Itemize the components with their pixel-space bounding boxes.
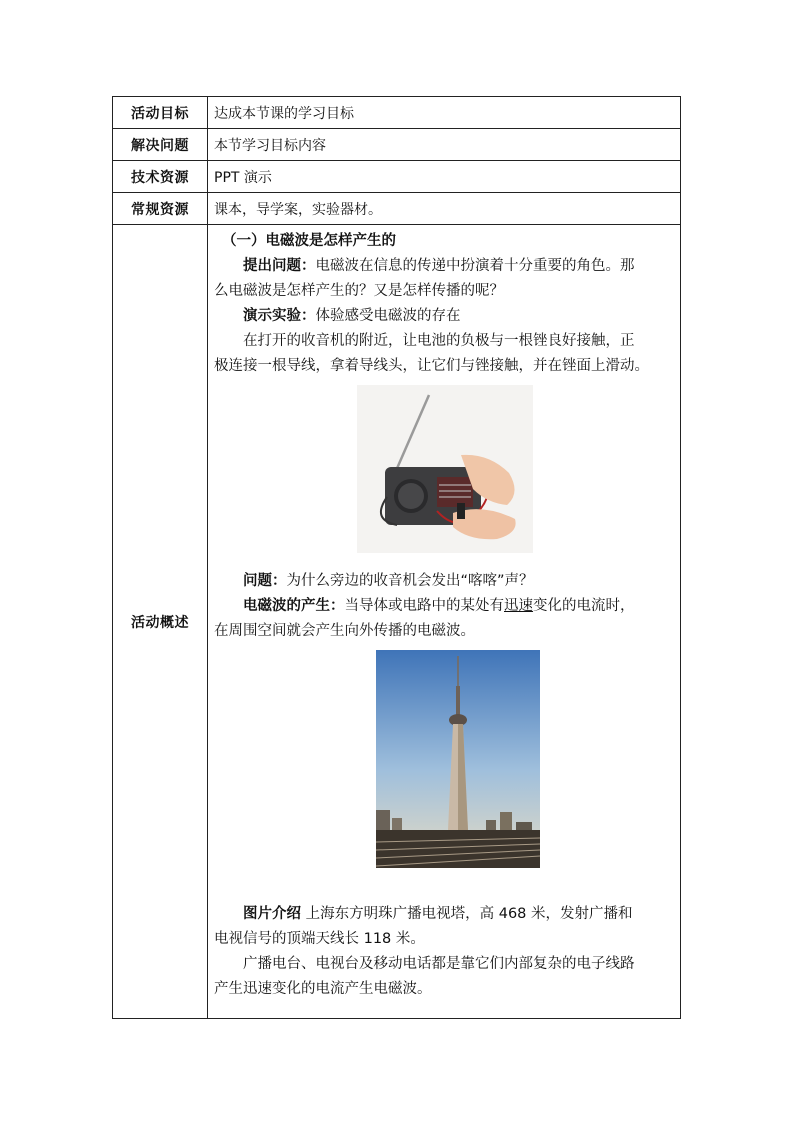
paragraph-conclusion: 广播电台、电视台及移动电话都是靠它们内部复杂的电子线路: [243, 956, 635, 972]
paragraph-experiment-cont: 极连接一根导线，拿着导线头，让它们与锉接触，并在锉面上滑动。: [214, 358, 649, 374]
lesson-plan-table: [112, 96, 681, 1019]
paragraph-question-cont: 么电磁波是怎样产生的？又是怎样传播的呢？: [214, 283, 504, 299]
tv-tower-image: [376, 650, 540, 868]
picture-intro-label: 图片介绍: [243, 906, 301, 922]
overview-content: [208, 225, 681, 1019]
table-row: [113, 193, 681, 225]
question-text: 电磁波在信息的传递中扮演着十分重要的角色。那: [315, 258, 635, 274]
row-label-goal: 活动目标: [113, 97, 208, 129]
table-row-overview: [113, 225, 681, 1019]
paragraph-picture-intro-cont: 电视信号的顶端天线长 118 米。: [214, 931, 425, 947]
demo-label: 演示实验：: [243, 308, 316, 324]
question2-text: 为什么旁边的收音机会发出“喀喀”声？: [286, 573, 534, 589]
row-label-problem: 解决问题: [113, 129, 208, 161]
row-value-resources: 课本，导学案，实验器材。: [208, 193, 681, 225]
question-label: 提出问题：: [243, 258, 316, 274]
section-title: （一）电磁波是怎样产生的: [222, 233, 396, 249]
paragraph-question: [214, 254, 674, 279]
paragraph-experiment: 在打开的收音机的附近，让电池的负极与一根锉良好接触，正: [243, 333, 635, 349]
paragraph-generation-cont: 在周围空间就会产生向外传播的电磁波。: [214, 623, 475, 639]
row-label-tech: 技术资源: [113, 161, 208, 193]
question2-label: 问题：: [243, 573, 287, 589]
paragraph-conclusion-cont: 产生迅速变化的电流产生电磁波。: [214, 981, 432, 997]
paragraph-demo: [214, 304, 674, 329]
generation-text-underlined: 迅速: [504, 598, 533, 614]
radio-experiment-image: [357, 385, 533, 553]
table-row: [113, 161, 681, 193]
table-row: [113, 97, 681, 129]
generation-text-a: 当导体或电路中的某处有: [344, 598, 504, 614]
demo-text: 体验感受电磁波的存在: [315, 308, 461, 324]
paragraph-question2: [214, 569, 674, 594]
paragraph-picture-intro: [214, 902, 674, 927]
row-value-goal: 达成本节课的学习目标: [208, 97, 681, 129]
picture-intro-text: 上海东方明珠广播电视塔，高 468 米，发射广播和: [301, 906, 633, 922]
row-value-tech: PPT 演示: [208, 161, 681, 193]
generation-label: 电磁波的产生：: [243, 598, 345, 614]
table-row: [113, 129, 681, 161]
paragraph-generation: [214, 594, 674, 619]
row-label-resources: 常规资源: [113, 193, 208, 225]
generation-text-b: 变化的电流时，: [533, 598, 635, 614]
row-value-problem: 本节学习目标内容: [208, 129, 681, 161]
row-label-overview: 活动概述: [113, 225, 208, 1019]
